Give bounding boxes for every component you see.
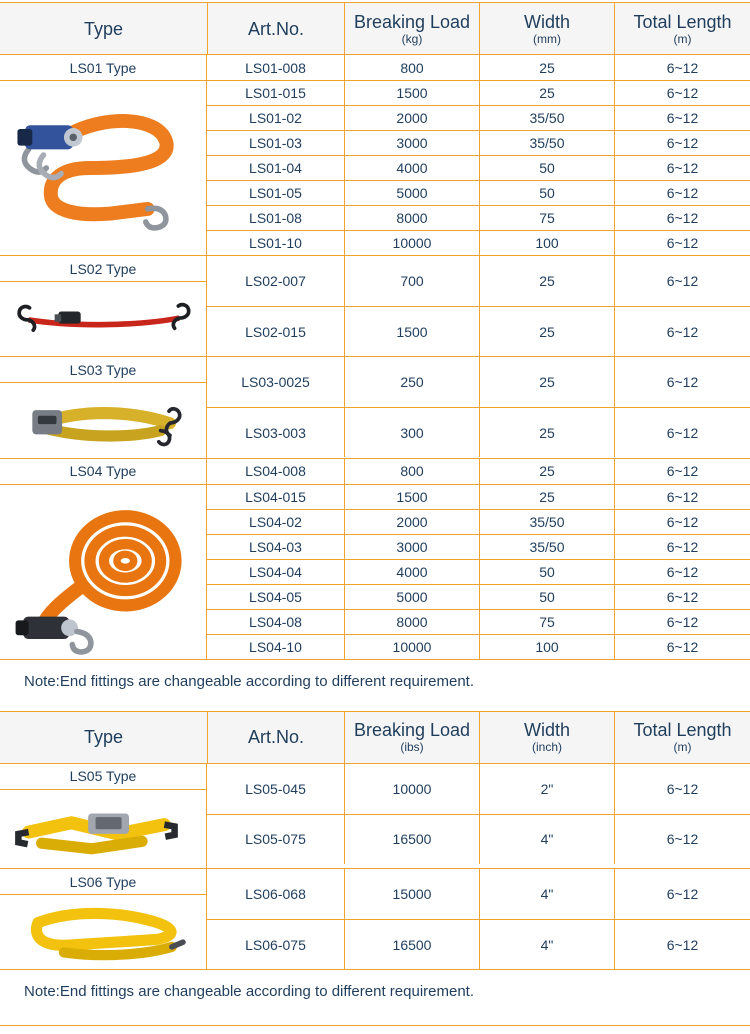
art-no-cell: LS04-008 (245, 463, 306, 480)
table-note: Note:End fittings are changeable according to different requirement. (24, 983, 474, 1001)
width-cell: 50 (479, 181, 614, 205)
width-cell: 25 (479, 55, 614, 80)
art-no-cell: LS06-075 (245, 936, 306, 953)
total-length-cell: 6~12 (614, 106, 750, 130)
header-cell-breaking-load (344, 3, 479, 54)
total-length-cell: 6~12 (614, 156, 750, 180)
table-row (207, 80, 750, 105)
table-row (207, 484, 750, 509)
product-group-ls06 (0, 869, 750, 970)
data-rows (207, 764, 750, 869)
breaking-load-cell: 800 (344, 55, 479, 80)
table-row (207, 559, 750, 584)
type-column (0, 459, 207, 659)
header-unit: (m) (673, 740, 692, 755)
width-cell: 35/50 (479, 535, 614, 559)
type-column (0, 55, 207, 255)
ls04-ratchet-strap-coil-photo (0, 485, 206, 659)
total-length-cell: 6~12 (614, 307, 750, 356)
art-no-cell: LS05-045 (245, 780, 306, 797)
art-no-cell: LS03-0025 (241, 374, 310, 390)
spec-table-metric (0, 2, 750, 660)
total-length-cell: 6~12 (614, 635, 750, 659)
table-row (207, 584, 750, 609)
total-length-cell: 6~12 (614, 408, 750, 457)
ls06-webbing-sling-photo (0, 895, 206, 969)
data-rows (207, 55, 750, 255)
breaking-load-cell: 300 (344, 408, 479, 457)
header-cell-total-length (614, 3, 750, 54)
product-group-ls04 (0, 459, 750, 660)
art-no-cell: LS04-03 (249, 538, 302, 555)
art-no-cell: LS01-08 (249, 210, 302, 226)
total-length-cell: 6~12 (614, 610, 750, 634)
table-header (0, 712, 750, 764)
ls05-ratchet-strap-flat-hooks-photo (0, 790, 206, 869)
header-cell-type (0, 3, 207, 54)
breaking-load-cell: 10000 (344, 764, 479, 814)
breaking-load-cell: 8000 (344, 610, 479, 634)
art-no-cell: LS06-068 (245, 886, 306, 903)
data-rows (207, 459, 750, 659)
width-cell: 25 (479, 485, 614, 509)
art-no-cell: LS04-10 (249, 638, 302, 655)
table-row (207, 459, 750, 484)
art-no-cell: LS02-007 (245, 273, 306, 289)
table-row (207, 919, 750, 969)
table-row (207, 306, 750, 356)
header-unit: (kg) (401, 31, 423, 46)
type-label: LS04 Type (0, 459, 206, 485)
art-no-cell: LS04-04 (249, 563, 302, 580)
header-unit: (ibs) (400, 740, 424, 755)
table-row (207, 534, 750, 559)
header-label: Total Length (633, 11, 732, 32)
spec-table-imperial (0, 711, 750, 971)
type-label: LS02 Type (0, 256, 206, 282)
table-row (207, 130, 750, 155)
header-label: Breaking Load (353, 720, 471, 741)
art-no-cell: LS04-015 (245, 488, 306, 505)
total-length-cell: 6~12 (614, 459, 750, 484)
table-row (207, 814, 750, 864)
width-cell: 4" (479, 869, 614, 919)
ls02-lashing-strap-s-hooks-photo (0, 282, 206, 356)
art-no-cell: LS01-04 (249, 160, 302, 176)
type-column (0, 256, 207, 356)
total-length-cell: 6~12 (614, 81, 750, 105)
type-column (0, 869, 207, 969)
breaking-load-cell: 1500 (344, 485, 479, 509)
art-no-cell: LS02-015 (245, 323, 306, 340)
width-cell: 25 (479, 459, 614, 484)
total-length-cell: 6~12 (614, 55, 750, 80)
table-header (0, 3, 750, 55)
width-cell: 100 (479, 635, 614, 659)
width-cell: 25 (479, 408, 614, 457)
table-row (207, 230, 750, 255)
table-row (207, 634, 750, 659)
breaking-load-cell: 2000 (344, 106, 479, 130)
total-length-cell: 6~12 (614, 256, 750, 306)
bottom-divider (0, 1025, 750, 1034)
breaking-load-cell: 16500 (344, 815, 479, 864)
art-no-cell: LS01-05 (249, 185, 302, 201)
width-cell: 50 (479, 156, 614, 180)
total-length-cell: 6~12 (614, 510, 750, 534)
header-unit: (mm) (533, 31, 561, 46)
type-label: LS03 Type (0, 357, 206, 383)
breaking-load-cell: 8000 (344, 206, 479, 230)
total-length-cell: 6~12 (614, 231, 750, 255)
breaking-load-cell: 4000 (344, 560, 479, 584)
width-cell: 4" (479, 815, 614, 864)
table-row (207, 155, 750, 180)
header-cell-total-length (614, 712, 750, 763)
breaking-load-cell: 16500 (344, 920, 479, 969)
table-note: Note:End fittings are changeable according to different requirement. (24, 672, 474, 690)
header-unit: (inch) (531, 740, 562, 755)
header-cell-art-no- (207, 3, 344, 54)
header-cell-breaking-load (344, 712, 479, 763)
type-label: LS06 Type (0, 869, 206, 895)
breaking-load-cell: 700 (344, 256, 479, 306)
header-cell-type (0, 712, 207, 763)
art-no-cell: LS01-02 (249, 110, 302, 126)
art-no-cell: LS05-075 (245, 831, 306, 848)
width-cell: 35/50 (479, 131, 614, 155)
data-rows (207, 256, 750, 356)
width-cell: 50 (479, 585, 614, 609)
breaking-load-cell: 3000 (344, 535, 479, 559)
total-length-cell: 6~12 (614, 206, 750, 230)
data-rows (207, 357, 750, 458)
total-length-cell: 6~12 (614, 815, 750, 864)
header-cell-width (479, 3, 614, 54)
art-no-cell: LS04-02 (249, 513, 302, 530)
table-row (207, 609, 750, 634)
table-row (207, 407, 750, 457)
header-label: Width (523, 720, 570, 741)
header-unit: (m) (673, 31, 692, 46)
table-row (207, 869, 750, 919)
breaking-load-cell: 3000 (344, 131, 479, 155)
header-cell-art-no- (207, 712, 344, 763)
total-length-cell: 6~12 (614, 585, 750, 609)
total-length-cell: 6~12 (614, 764, 750, 814)
total-length-cell: 6~12 (614, 357, 750, 407)
type-label: LS05 Type (0, 764, 206, 790)
header-label: Art.No. (247, 727, 304, 748)
width-cell: 75 (479, 610, 614, 634)
breaking-load-cell: 1500 (344, 307, 479, 356)
width-cell: 75 (479, 206, 614, 230)
width-cell: 2" (479, 764, 614, 814)
art-no-cell: LS01-03 (249, 135, 302, 151)
header-label: Art.No. (247, 18, 304, 39)
header-label: Total Length (633, 720, 732, 741)
width-cell: 25 (479, 81, 614, 105)
width-cell: 25 (479, 357, 614, 407)
breaking-load-cell: 10000 (344, 635, 479, 659)
width-cell: 35/50 (479, 510, 614, 534)
header-label: Breaking Load (353, 11, 471, 32)
product-group-ls01 (0, 55, 750, 256)
total-length-cell: 6~12 (614, 181, 750, 205)
table-row (207, 509, 750, 534)
header-label: Width (523, 11, 570, 32)
breaking-load-cell: 5000 (344, 181, 479, 205)
ls03-cam-buckle-strap-s-hooks-photo (0, 383, 206, 458)
art-no-cell: LS01-10 (249, 235, 302, 251)
header-cell-width (479, 712, 614, 763)
art-no-cell: LS01-015 (245, 85, 306, 101)
total-length-cell: 6~12 (614, 485, 750, 509)
total-length-cell: 6~12 (614, 869, 750, 919)
ls01-ratchet-strap-double-j-hook-photo (0, 81, 206, 255)
table-row (207, 105, 750, 130)
breaking-load-cell: 1500 (344, 81, 479, 105)
art-no-cell: LS01-008 (245, 59, 306, 76)
breaking-load-cell: 10000 (344, 231, 479, 255)
breaking-load-cell: 15000 (344, 869, 479, 919)
header-label: Type (83, 18, 124, 39)
type-column (0, 764, 207, 869)
table-row (207, 357, 750, 407)
breaking-load-cell: 800 (344, 459, 479, 484)
total-length-cell: 6~12 (614, 131, 750, 155)
art-no-cell: LS04-08 (249, 613, 302, 630)
width-cell: 100 (479, 231, 614, 255)
header-label: Type (83, 727, 124, 748)
art-no-cell: LS03-003 (245, 424, 306, 441)
breaking-load-cell: 250 (344, 357, 479, 407)
art-no-cell: LS04-05 (249, 588, 302, 605)
breaking-load-cell: 2000 (344, 510, 479, 534)
product-group-ls02 (0, 256, 750, 357)
table-row (207, 55, 750, 80)
width-cell: 25 (479, 307, 614, 356)
breaking-load-cell: 4000 (344, 156, 479, 180)
total-length-cell: 6~12 (614, 535, 750, 559)
table-row (207, 256, 750, 306)
width-cell: 4" (479, 920, 614, 969)
breaking-load-cell: 5000 (344, 585, 479, 609)
data-rows (207, 869, 750, 969)
table-row (207, 764, 750, 814)
table-row (207, 205, 750, 230)
total-length-cell: 6~12 (614, 920, 750, 969)
type-label: LS01 Type (0, 55, 206, 81)
width-cell: 35/50 (479, 106, 614, 130)
product-group-ls05 (0, 764, 750, 870)
type-column (0, 357, 207, 458)
width-cell: 50 (479, 560, 614, 584)
table-row (207, 180, 750, 205)
total-length-cell: 6~12 (614, 560, 750, 584)
product-group-ls03 (0, 357, 750, 459)
width-cell: 25 (479, 256, 614, 306)
